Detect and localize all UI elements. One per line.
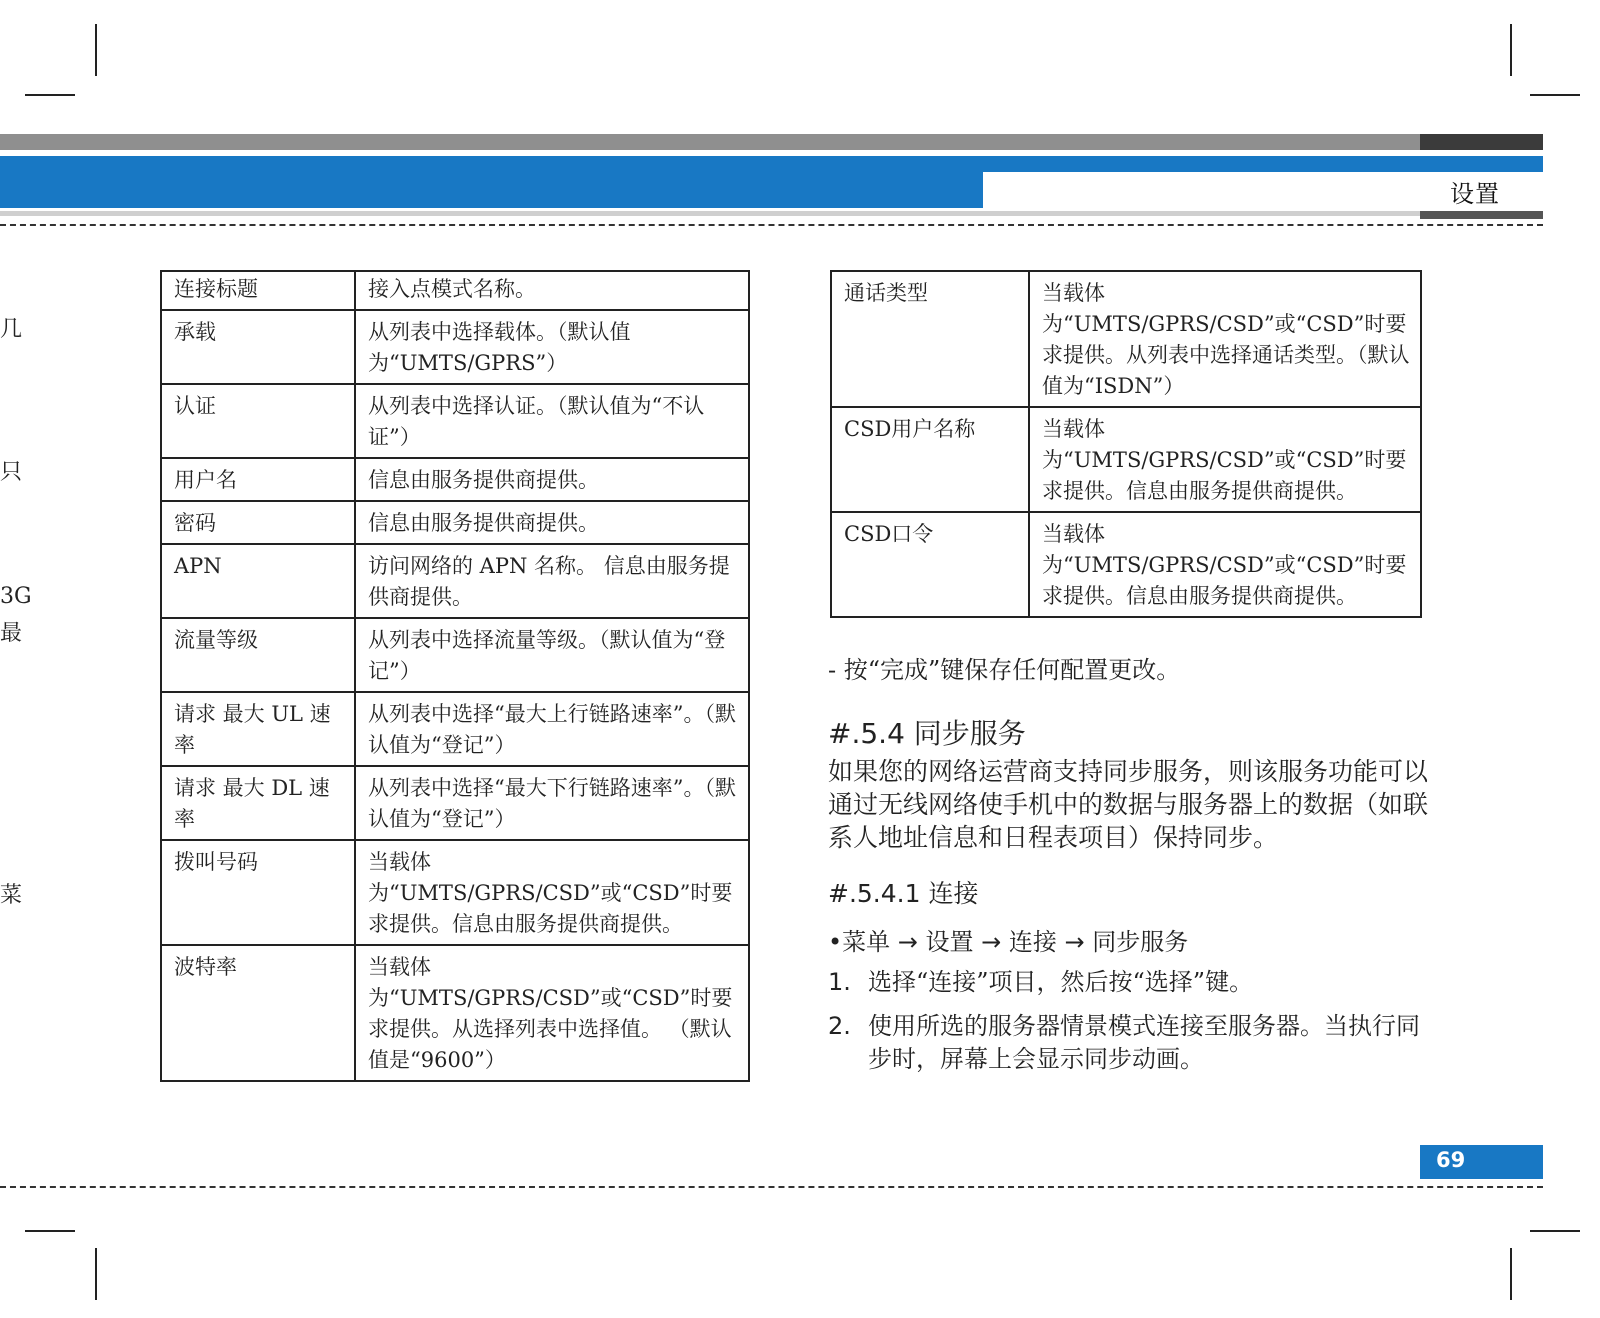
table-key: 连接标题 (161, 271, 355, 310)
edge-fragment: 菜 (0, 883, 23, 908)
table-key: 通话类型 (831, 271, 1029, 407)
settings-table-right (830, 270, 1422, 618)
table-key: 波特率 (161, 945, 355, 1081)
header-gray-bar (0, 134, 1420, 150)
table-row (161, 271, 749, 310)
crop-mark (1510, 24, 1512, 76)
table-row (161, 384, 749, 458)
table-value: 从列表中选择“最大下行链路速率”。（默认值为“登记”） (355, 766, 749, 840)
step-text: 使用所选的服务器情景模式连接至服务器。当执行同步时，屏幕上会显示同步动画。 (868, 1012, 1420, 1073)
table-key: 流量等级 (161, 618, 355, 692)
table-row (831, 271, 1421, 407)
table-value: 当载体为“UMTS/GPRS/CSD”或“CSD”时要求提供。从选择列表中选择值。 （默认值是“9600”） (355, 945, 749, 1081)
header-dashed-divider (0, 224, 1543, 226)
table-row (161, 766, 749, 840)
table-value: 接入点模式名称。 (355, 271, 749, 310)
step-number: 2. (828, 1012, 851, 1040)
crop-mark (1530, 1230, 1580, 1232)
table-key: 拨叫号码 (161, 840, 355, 945)
header-dark-strip (1420, 211, 1543, 219)
step-item (828, 1010, 1428, 1073)
table-row (161, 544, 749, 618)
table-key: 承载 (161, 310, 355, 384)
table-value: 从列表中选择载体。（默认值为“UMTS/GPRS”） (355, 310, 749, 384)
table-value: 当载体为“UMTS/GPRS/CSD”或“CSD”时要求提供。信息由服务提供商提供。 (1029, 512, 1421, 617)
edge-fragment: 最 (0, 621, 23, 646)
header-dark-bar (1420, 134, 1543, 150)
table-row (161, 692, 749, 766)
header-light-strip (0, 211, 1420, 216)
subsection-heading: #.5.4.1 连接 (828, 879, 979, 908)
step-text: 选择“连接”项目，然后按“选择”键。 (868, 968, 1254, 996)
table-value: 当载体为“UMTS/GPRS/CSD”或“CSD”时要求提供。从列表中选择通话类型。（默认值为“ISDN”） (1029, 271, 1421, 407)
table-row (161, 618, 749, 692)
footer-dashed-divider (0, 1186, 1543, 1188)
table-value: 当载体为“UMTS/GPRS/CSD”或“CSD”时要求提供。信息由服务提供商提供。 (355, 840, 749, 945)
page-number: 69 (1436, 1148, 1466, 1172)
crop-mark (1530, 94, 1580, 96)
table-key: 密码 (161, 501, 355, 544)
table-value: 访问网络的 APN 名称。 信息由服务提供商提供。 (355, 544, 749, 618)
edge-fragment: 几 (0, 317, 23, 342)
table-row (831, 512, 1421, 617)
menu-path: •菜单 → 设置 → 连接 → 同步服务 (828, 928, 1189, 956)
table-value: 从列表中选择认证。（默认值为“不认证”） (355, 384, 749, 458)
crop-mark (95, 1248, 97, 1300)
table-row (161, 840, 749, 945)
table-value: 信息由服务提供商提供。 (355, 458, 749, 501)
table-key: 请求 最大 DL 速率 (161, 766, 355, 840)
table-value: 当载体为“UMTS/GPRS/CSD”或“CSD”时要求提供。信息由服务提供商提供。 (1029, 407, 1421, 512)
edge-fragment: 只 (0, 460, 23, 485)
table-key: CSD用户名称 (831, 407, 1029, 512)
crop-mark (95, 24, 97, 76)
table-row (831, 407, 1421, 512)
section-heading: #.5.4 同步服务 (828, 717, 1026, 750)
table-value: 从列表中选择“最大上行链路速率”。（默认值为“登记”） (355, 692, 749, 766)
step-item (828, 966, 1428, 999)
crop-mark (1510, 1248, 1512, 1300)
table-value: 从列表中选择流量等级。（默认值为“登记”） (355, 618, 749, 692)
table-value: 信息由服务提供商提供。 (355, 501, 749, 544)
save-note: - 按“完成”键保存任何配置更改。 (828, 656, 1181, 684)
table-key: 用户名 (161, 458, 355, 501)
table-row (161, 458, 749, 501)
table-row (161, 310, 749, 384)
table-row (161, 945, 749, 1081)
section-paragraph: 如果您的网络运营商支持同步服务，则该服务功能可以通过无线网络使手机中的数据与服务器上的数据（如联系人地址信息和日程表项目）保持同步。 (828, 757, 1429, 852)
crop-mark (25, 94, 75, 96)
table-key: 认证 (161, 384, 355, 458)
table-key: 请求 最大 UL 速率 (161, 692, 355, 766)
settings-table-left (160, 270, 750, 1082)
section-title: 设置 (1450, 180, 1500, 208)
edge-fragment: 3G (0, 584, 32, 609)
table-key: APN (161, 544, 355, 618)
table-key: CSD口令 (831, 512, 1029, 617)
table-row (161, 501, 749, 544)
crop-mark (25, 1230, 75, 1232)
step-number: 1. (828, 968, 851, 996)
